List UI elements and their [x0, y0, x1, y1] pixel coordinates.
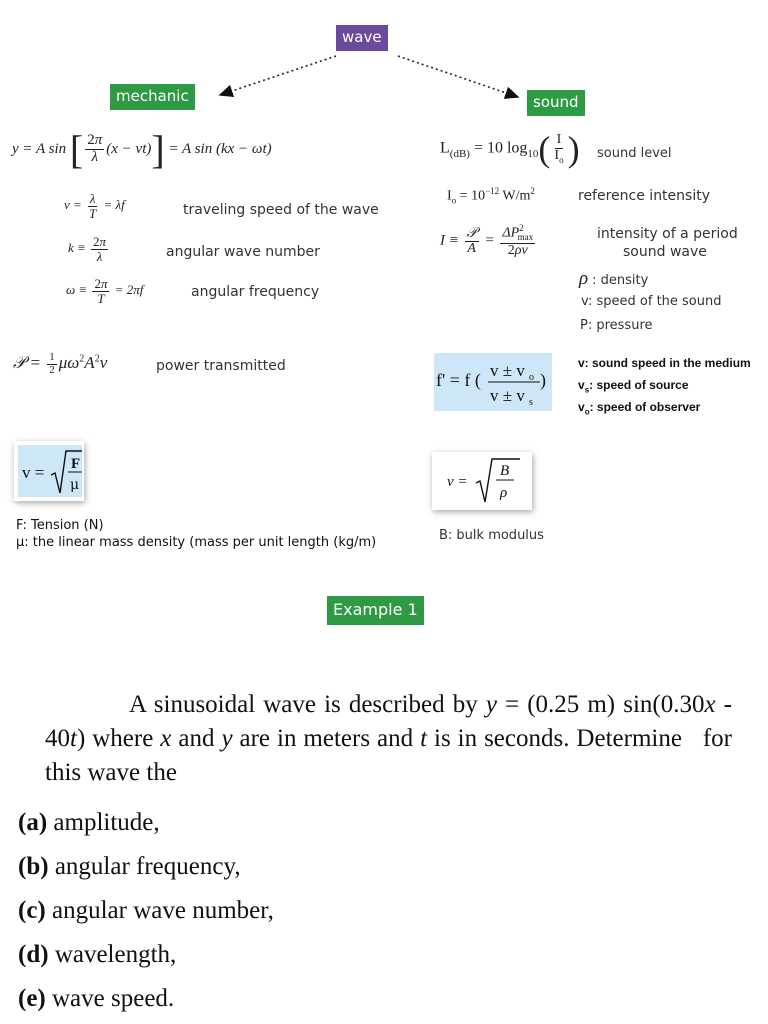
density-label: : density: [592, 273, 649, 288]
mechanic-node: mechanic: [110, 84, 195, 110]
pressure-label: P: pressure: [580, 318, 653, 333]
intensity-label-1: intensity of a period: [597, 226, 738, 242]
rho-symbol: ρ: [579, 268, 589, 289]
angular-frequency-equation: ω ≡ $\frac{2\pi}{T}$ = 2πf: [66, 276, 144, 306]
svg-text:v ± v: v ± v: [490, 361, 525, 380]
item-text: wavelength,: [48, 941, 177, 968]
problem-item-b: [18, 850, 241, 884]
item-text: angular wave number,: [45, 897, 274, 924]
sound-level-equation: $L_{(dB)} = 10$ $\log_{10}$( $\frac{I}{I_o}$ ): [440, 129, 580, 169]
bulk-speed-formula-box: [432, 452, 532, 510]
wave-node: wave: [336, 25, 388, 51]
tension-label: F: Tension (N): [16, 518, 104, 533]
density-row: [579, 268, 648, 290]
doppler-formula: [434, 353, 552, 411]
svg-text:v =: v =: [447, 474, 468, 490]
svg-text:F: F: [71, 456, 81, 472]
item-letter: (c): [18, 897, 46, 924]
wave-function-equation: y = A sin [ $\frac{2\pi}{\lambda}$ (x − vt)] = A sin (kx − ωt): [12, 127, 272, 172]
svg-text:v =: v =: [22, 463, 45, 482]
reference-intensity-equation: $I_o = 10^{-12}$ $W/m^2$: [447, 186, 535, 206]
svg-text:o: o: [529, 372, 534, 383]
arrow-to-sound: [398, 56, 518, 97]
doppler-vs-row: $v_s$: speed of source: [578, 378, 689, 395]
doppler-formula-box: [434, 353, 552, 411]
doppler-vo-label: speed of observer: [596, 400, 701, 414]
wave-number-equation: k ≡ $\frac{2\pi}{\lambda}$: [68, 234, 107, 264]
item-letter: (b): [18, 853, 49, 880]
problem-intro: A sinusoidal wave is described by y = (0.25 m) sin(0.30x - 40t) where x and y are in meters and t is in seconds. Determine for this wave the: [45, 691, 733, 786]
speed-of-sound-label: v: speed of the sound: [581, 294, 722, 309]
string-speed-formula: [18, 445, 82, 497]
reference-intensity-label: reference intensity: [578, 188, 710, 204]
item-letter: (d): [18, 941, 49, 968]
doppler-vo-row: $v_o$: speed of observer: [578, 400, 701, 417]
doppler-vs-label: speed of source: [596, 378, 689, 392]
svg-text:f' = f (: f' = f (: [436, 370, 481, 390]
problem-item-c: [18, 894, 274, 928]
power-equation: 𝒫 = $\frac{1}{2}$ $\mu\omega^2A^2v$: [13, 351, 108, 376]
bulk-modulus-label: B: bulk modulus: [439, 528, 544, 543]
item-text: amplitude,: [47, 809, 160, 836]
branch-arrows: [0, 0, 768, 140]
item-letter: (e): [18, 985, 46, 1012]
svg-text:s: s: [529, 397, 533, 408]
item-text: wave speed.: [45, 985, 175, 1012]
item-letter: (a): [18, 809, 48, 836]
sound-node: sound: [527, 90, 585, 116]
svg-text:B: B: [500, 463, 510, 479]
string-speed-formula-box: [14, 441, 84, 501]
svg-text:): ): [540, 370, 546, 390]
problem-item-a: [18, 806, 160, 840]
bulk-speed-formula: [432, 452, 532, 510]
problem-item-e: [18, 982, 174, 1016]
problem-item-d: [18, 938, 176, 972]
intensity-equation: I ≡ $\frac{\text{𝒫}}{A}$ = $\frac{\Delta P^2_{max}}{2\rho v}$: [440, 223, 534, 258]
speed-equation: v = $\frac{\lambda}{T}$ = λf: [64, 191, 125, 221]
power-label: power transmitted: [156, 358, 286, 374]
svg-text:v ± v: v ± v: [490, 386, 525, 405]
item-text: angular frequency,: [48, 853, 241, 880]
speed-label: traveling speed of the wave: [183, 202, 379, 218]
example-node: Example 1: [327, 596, 424, 625]
svg-text:ρ: ρ: [500, 485, 508, 501]
svg-text:μ: μ: [70, 477, 80, 493]
angular-frequency-label: angular frequency: [191, 284, 320, 300]
arrow-to-mechanic: [220, 56, 336, 95]
doppler-v-label: v: sound speed in the medium: [578, 356, 751, 370]
sound-level-label: sound level: [597, 146, 672, 161]
mass-density-label: μ: the linear mass density (mass per unit length (kg/m): [16, 535, 377, 550]
intensity-label-2: sound wave: [623, 244, 707, 260]
wave-number-label: angular wave number: [166, 244, 320, 260]
